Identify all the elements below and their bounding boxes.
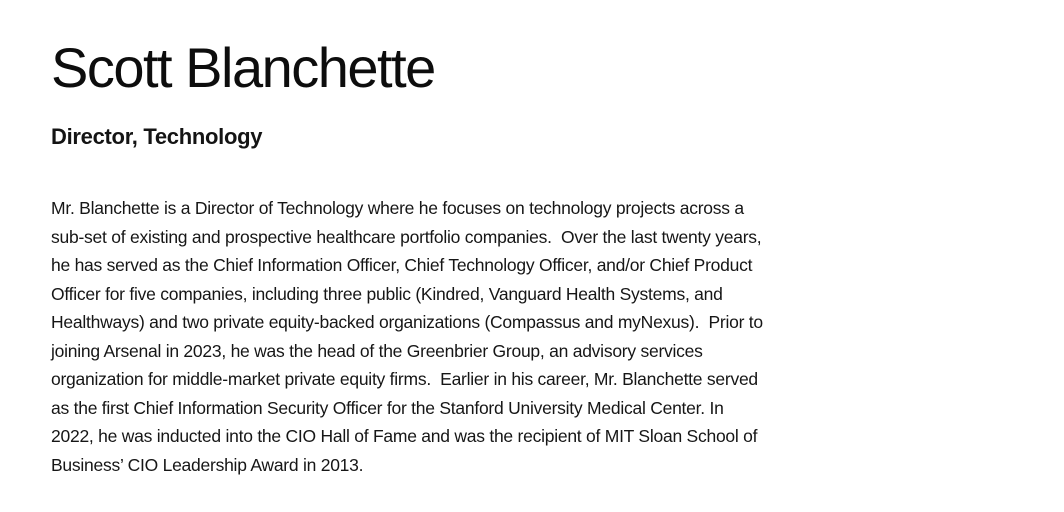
bio-line: he has served as the Chief Information Officer, Chief Technology Officer, and/or Chief Product [51, 255, 753, 275]
bio-line: Healthways) and two private equity-backed organizations (Compassus and myNexus). Prior to [51, 312, 763, 332]
bio-line: sub-set of existing and prospective healthcare portfolio companies. Over the last twenty years, [51, 226, 762, 247]
bio-line: Business’ CIO Leadership Award in 2013. [51, 454, 364, 475]
bio-line: Officer for five companies, including three public (Kindred, Vanguard Health Systems, and [51, 283, 723, 304]
person-name: Scott Blanchette [51, 36, 435, 99]
bio-line: as the first Chief Information Security Officer for the Stanford University Medical Center. In [51, 397, 724, 418]
person-title: Director, Technology [51, 124, 263, 149]
bio-line: Mr. Blanchette is a Director of Technology where he focuses on technology projects across a [51, 198, 744, 218]
biography [51, 194, 871, 479]
bio-line: 2022, he was inducted into the CIO Hall of Fame and was the recipient of MIT Sloan School of [51, 426, 758, 446]
bio-line: joining Arsenal in 2023, he was the head of the Greenbrier Group, an advisory services [51, 340, 703, 361]
bio-line: organization for middle-market private equity firms. Earlier in his career, Mr. Blanchette served [51, 369, 758, 389]
